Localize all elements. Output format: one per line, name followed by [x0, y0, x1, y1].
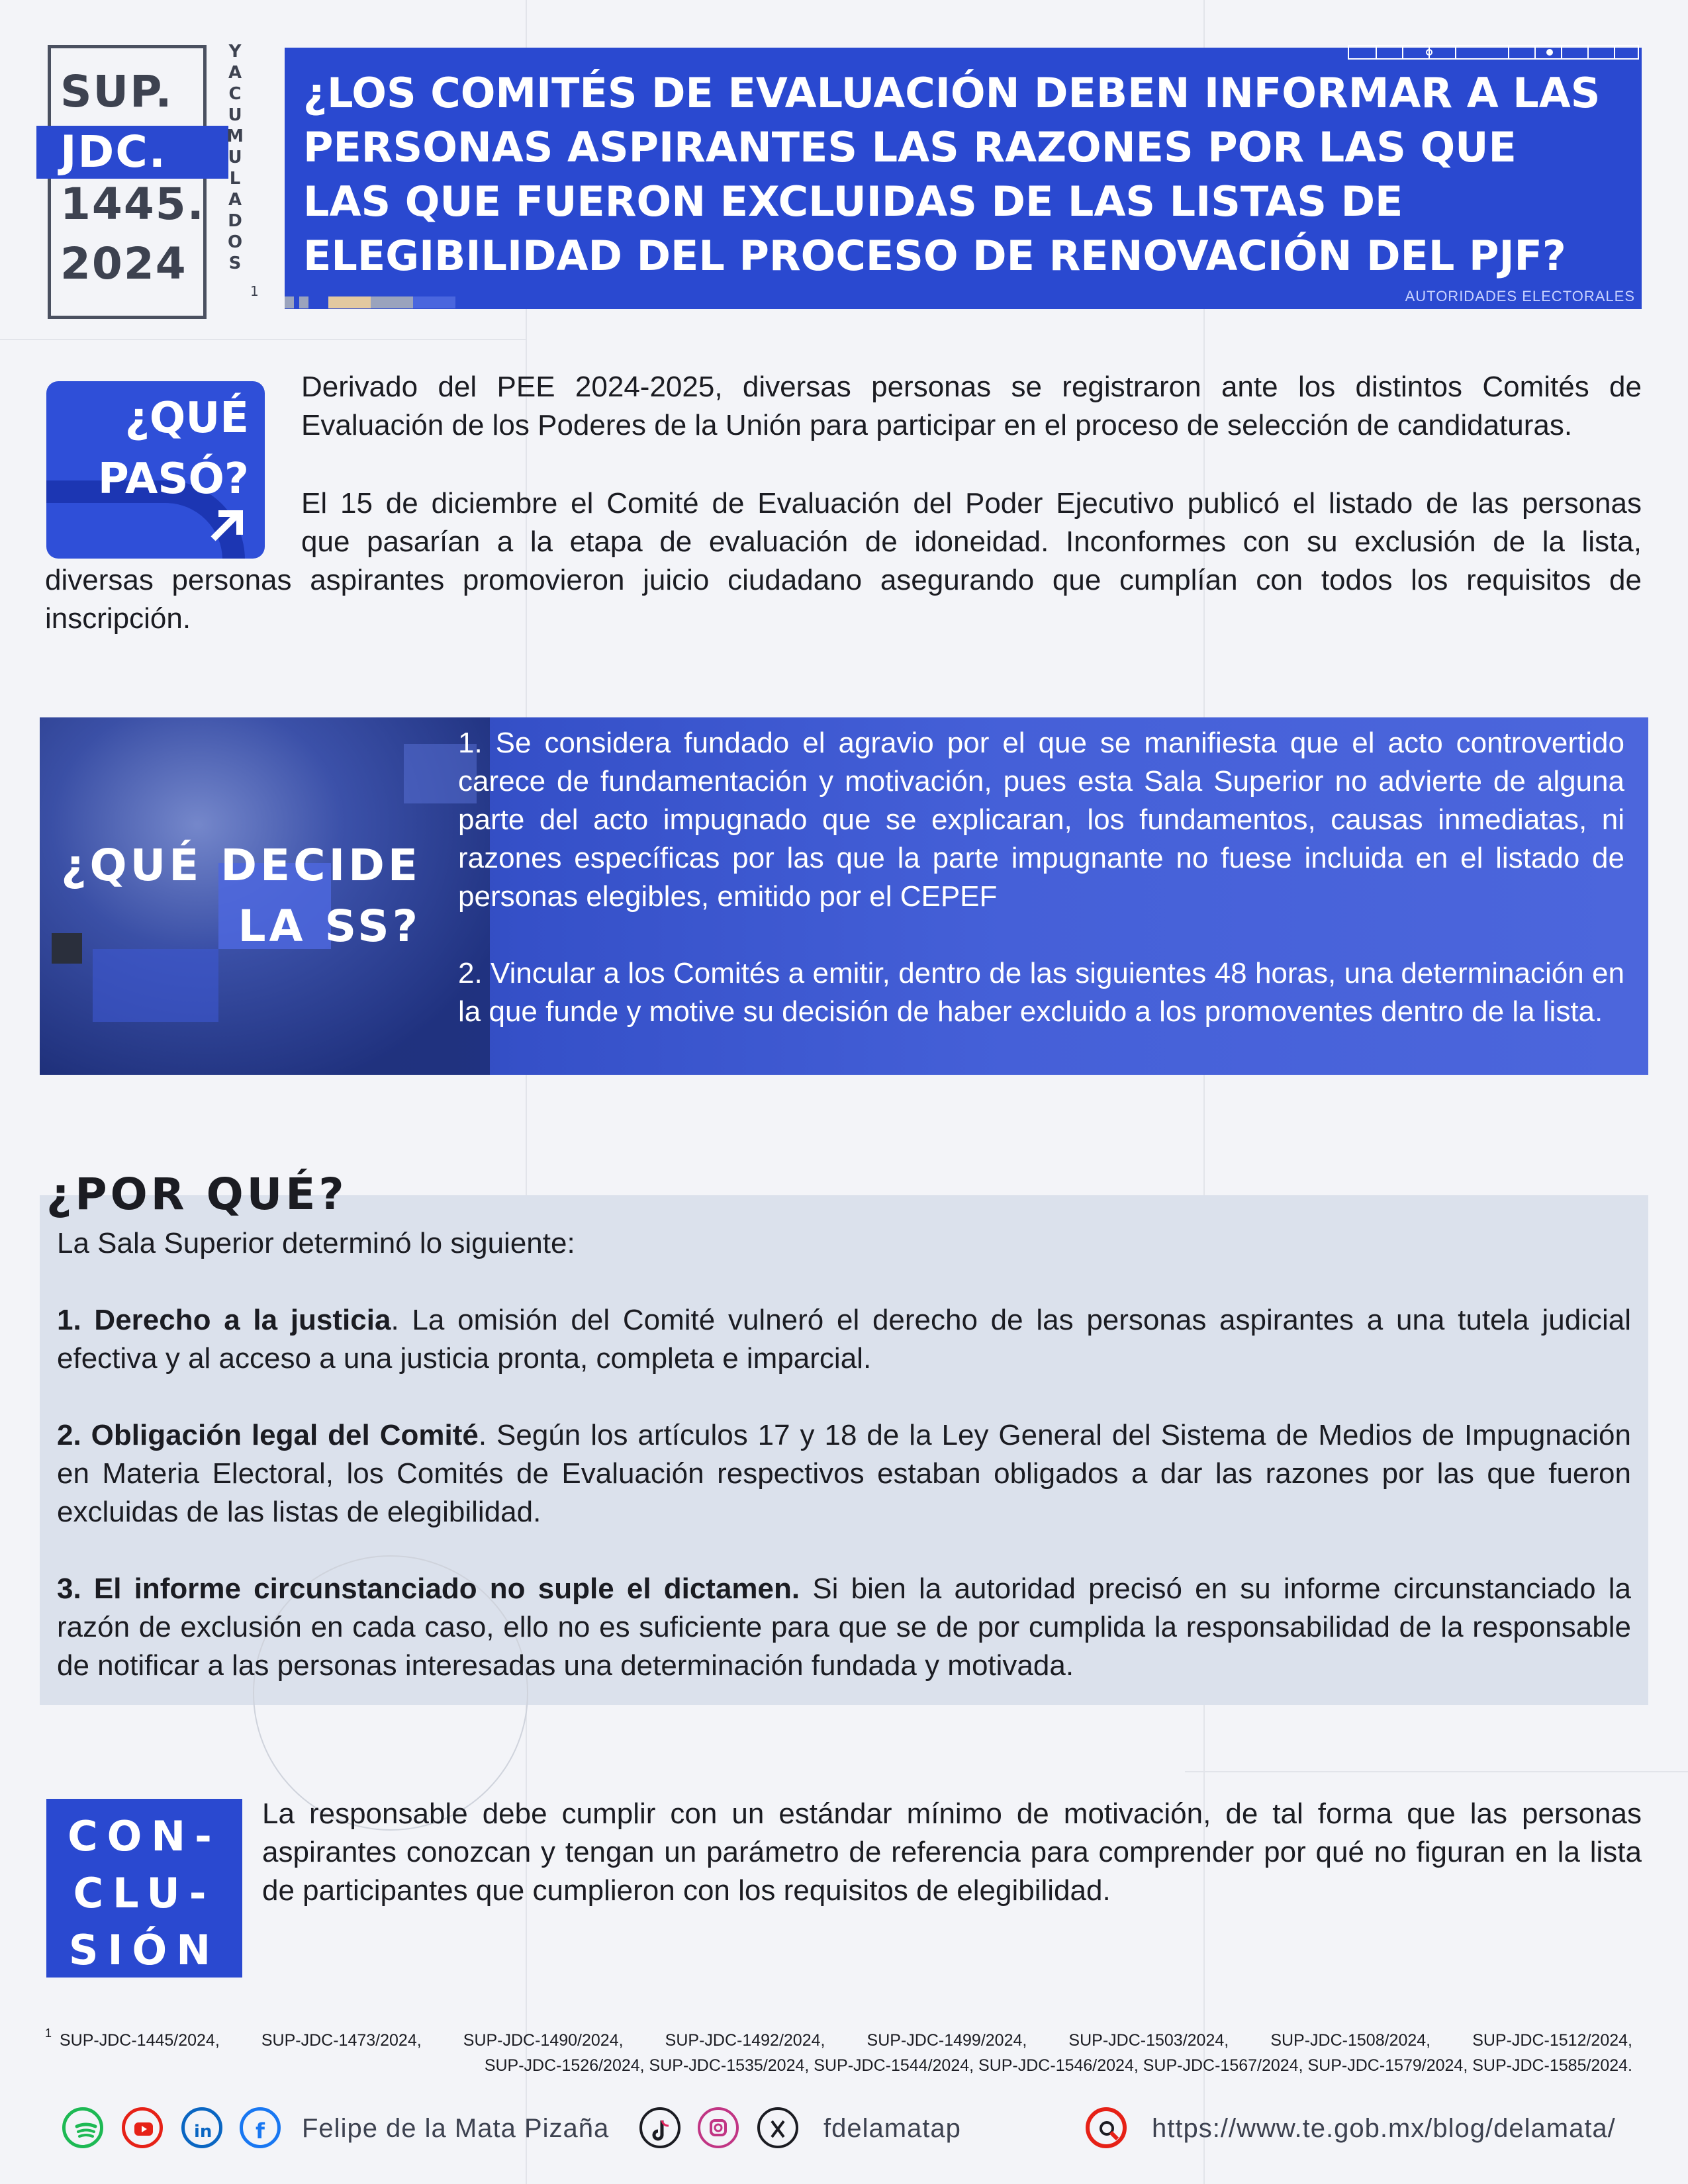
linkedin-icon[interactable] — [181, 2107, 222, 2148]
acumulados-vertical — [224, 41, 246, 274]
que-paso-heading-line: ¿QUÉ — [124, 394, 249, 443]
reason-text: . La omisión del Comité vulneró el derecho de las personas aspirantes a una tutela judicial efectiva y al acceso a una justicia pronta, completa e imparcial. — [57, 1304, 1631, 1375]
svg-text:f: f — [256, 2118, 265, 2144]
que-paso-heading — [98, 388, 249, 510]
search-icon[interactable] — [1086, 2107, 1127, 2148]
case-line-3: 1445. — [60, 179, 205, 230]
acumulados-footnote-marker: 1 — [250, 283, 259, 299]
por-que-intro: La Sala Superior determinó lo siguiente: — [57, 1227, 575, 1259]
reason-text: Si bien la autoridad precisó en su informe circunstanciado la razón de exclusión en cada caso, ello no es suficiente para que se de por cumplida la responsabilidad de la responsable de notificar a las personas interesadas una determinación fundada y motivada. — [57, 1572, 1631, 1682]
reason-title: 2. Obligación legal del Comité — [57, 1419, 479, 1451]
case-line-4: 2024 — [60, 238, 187, 289]
grid-line — [0, 339, 526, 340]
decision-item: 1. Se considera fundado el agravio por el que se manifiesta que el acto controvertido carece de fundamentación y motivación, pues esta Sala Superior no advierte de alguna parte del acto impugnado que se explicaran, los fundamentos, causas inmediatas, ni razones específicas por las que la parte impugnante no fuese incluida en el listado de personas elegibles, emitido por el CEPEF — [458, 727, 1624, 913]
acum-letter: U — [228, 148, 242, 167]
acum-letter: M — [226, 126, 244, 146]
social-handle: fdelamatap — [823, 2114, 961, 2143]
que-decide-heading-line: ¿QUÉ DECIDE — [61, 840, 421, 891]
conclusion-heading-line: CON- — [68, 1812, 221, 1860]
spotify-icon[interactable] — [62, 2107, 103, 2148]
que-paso-text: que pasarían a la etapa de evaluación de idoneidad. Inconformes con su exclusión de la lista, — [301, 525, 1642, 558]
conclusion-badge — [46, 1799, 242, 1978]
conclusion-heading-line: CLU- — [73, 1869, 216, 1917]
footnote-line: SUP-JDC-1526/2024, SUP-JDC-1535/2024, SUP-JDC-1544/2024, SUP-JDC-1546/2024, SUP-JDC-1567/2024, SUP-JDC-1579/2024, SUP-JDC-1585/2024. — [484, 2056, 1632, 2075]
acum-letter: A — [228, 190, 242, 210]
acum-letter: A — [228, 63, 242, 83]
que-paso-badge — [46, 381, 265, 559]
conclusion-text: La responsable debe cumplir con un estándar mínimo de motivación, de tal forma que las personas aspirantes conozcan y tengan un parámetro de referencia para comprender por qué no figuran en la lista de participantes que cumplieron con los requisitos de elegibilidad. — [262, 1797, 1642, 1907]
footnote-marker: 1 — [45, 2026, 52, 2040]
por-que-body — [57, 1224, 1631, 1723]
acum-letter: O — [227, 232, 243, 252]
que-decide-list — [458, 724, 1624, 1069]
que-paso-text: inscripción. — [45, 602, 191, 635]
que-decide-heading-line: LA SS? — [238, 901, 421, 952]
acum-letter: C — [228, 84, 242, 104]
que-paso-text: Evaluación de los Poderes de la Unión para participar en el proceso de selección de candidaturas. — [301, 409, 1573, 441]
acum-letter: U — [228, 105, 242, 125]
footnote-line: SUP-JDC-1445/2024, SUP-JDC-1473/2024, SUP-JDC-1490/2024, SUP-JDC-1492/2024, SUP-JDC-1499/2024, SUP-JDC-1503/2024, SUP-JDC-1508/2024, SUP-JDC-1512/2024, — [60, 2031, 1632, 2050]
que-decide-heading — [57, 835, 421, 957]
x-icon[interactable] — [757, 2107, 798, 2148]
blog-url-link[interactable]: https://www.te.gob.mx/blog/delamata/ — [1152, 2114, 1616, 2143]
decorative-ruler — [1348, 45, 1639, 60]
acum-letter: S — [228, 253, 242, 273]
page-title: ¿LOS COMITÉS DE EVALUACIÓN DEBEN INFORMAR A LAS PERSONAS ASPIRANTES LAS RAZONES POR LAS QUE LAS QUE FUERON EXCLUIDAS DE LAS LISTAS DE ELEGIBILIDAD DEL PROCESO DE RENOVACIÓN DEL PJF? — [303, 69, 1601, 280]
grid-line — [1185, 1771, 1688, 1772]
reason-title: 3. El informe circunstanciado no suple el dictamen. — [57, 1572, 800, 1605]
que-paso-text: Derivado del PEE 2024-2025, diversas personas se registraron ante los distintos Comités de — [301, 371, 1642, 403]
reason-item — [57, 1301, 1631, 1378]
conclusion-heading — [46, 1808, 242, 1979]
acum-letter: D — [228, 211, 242, 231]
tiktok-icon[interactable] — [639, 2107, 680, 2148]
acum-letter: L — [229, 169, 241, 189]
que-paso-heading-line: PASÓ? — [97, 455, 249, 504]
facebook-icon[interactable] — [240, 2107, 281, 2148]
case-line-2-highlight — [36, 126, 228, 179]
reason-item — [57, 1416, 1631, 1531]
author-name: Felipe de la Mata Pizaña — [302, 2114, 610, 2143]
footnote — [45, 2028, 1632, 2078]
reason-text: . Según los artículos 17 y 18 de la Ley General del Sistema de Medios de Impugnación en Materia Electoral, los Comités de Evaluación respectivos estaban obligados a dar las razones por las que fueron excluidas de las listas de elegibilidad. — [57, 1419, 1632, 1528]
decision-item: 2. Vincular a los Comités a emitir, dentro de las siguientes 48 horas, una determinación en la que funde y motive su decisión de haber excluido a los promoventes dentro de la lista. — [458, 957, 1624, 1028]
svg-text:in: in — [194, 2122, 212, 2142]
por-que-heading: ¿POR QUÉ? — [46, 1169, 348, 1220]
instagram-icon[interactable] — [698, 2107, 739, 2148]
case-line-2: JDC. — [60, 126, 167, 177]
reason-title: 1. Derecho a la justicia — [57, 1304, 391, 1336]
arrow-up-right-icon — [207, 506, 246, 545]
que-paso-text: El 15 de diciembre el Comité de Evaluación del Poder Ejecutivo publicó el listado de las personas — [301, 487, 1642, 520]
reason-item — [57, 1570, 1631, 1685]
que-paso-text: diversas personas aspirantes promovieron juicio ciudadano asegurando que cumplían con todos los requisitos de — [45, 564, 1642, 596]
category-tag: AUTORIDADES ELECTORALES — [1405, 288, 1635, 304]
case-number-box — [48, 45, 207, 319]
case-line-1: SUP. — [60, 66, 173, 117]
conclusion-heading-line: SIÓN — [68, 1926, 220, 1974]
acum-letter: Y — [228, 42, 242, 62]
youtube-icon[interactable] — [122, 2107, 163, 2148]
title-banner — [285, 48, 1642, 309]
